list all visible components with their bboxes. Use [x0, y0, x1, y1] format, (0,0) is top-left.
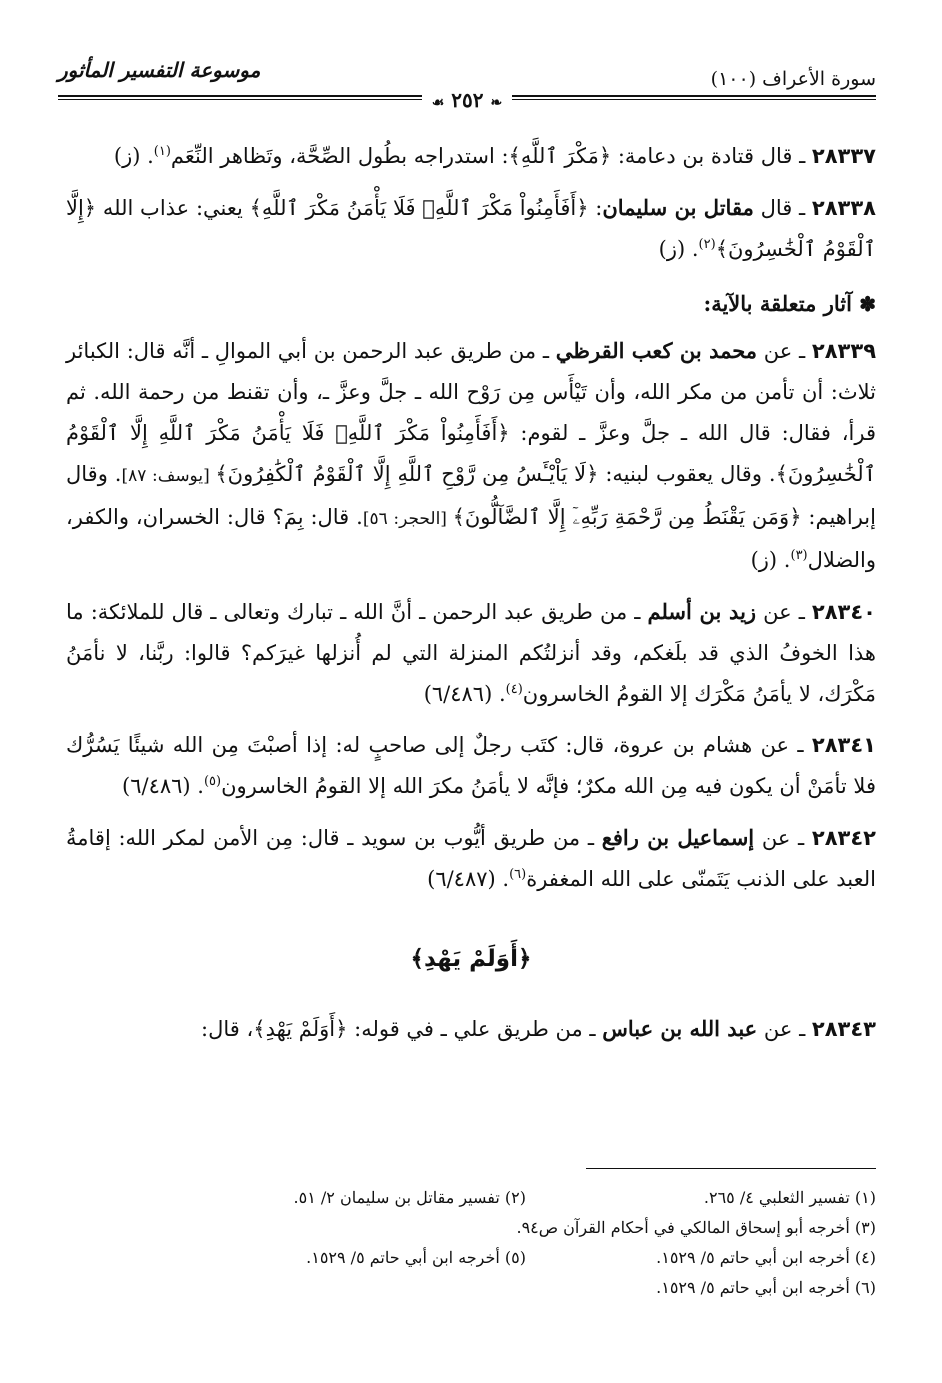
footnote-ref[interactable]: (٤)	[505, 682, 523, 697]
narration-28341: ٢٨٣٤١ ـ عن هشام بن عروة، قال: كتَب رجلٌ إلى صاحبٍ له: إذا أصبْتَ مِن الله شيئًا يَسُرُّك فلا تأمَنْ أن يكون فيه مِن الله مكرٌ؛ فإنَّه لا يأمَنُ مكرَ الله إلا القومُ الخاسرون$^{(٥)}$. (٦/٤٨٦)	[66, 733, 876, 798]
narrator-name: إسماعيل بن رافع	[601, 825, 755, 850]
narration-number: ٢٨٣٣٩	[811, 339, 877, 363]
footnote: (٣) أخرجه أبو إسحاق المالكي في أحكام القرآن ص٩٤.	[516, 1218, 876, 1237]
footnote: (٦) أخرجه ابن أبي حاتم ٥/ ١٥٢٩.	[656, 1278, 876, 1297]
quran-quote: ﴿وَمَن يَقْنَطُ مِن رَّحْمَةِ رَبِّهِۦٓ إِلَّا ٱلضَّآلُّونَ﴾	[452, 505, 802, 529]
quran-quote: ﴿أَفَأَمِنُواْ مَكْرَ ٱللَّهِۚ فَلَا يَأْمَنُ مَكْرَ ٱللَّهِ﴾	[249, 196, 589, 220]
narration-number: ٢٨٣٤٣	[811, 1017, 876, 1041]
page-body	[66, 136, 876, 1060]
verse-reference: [يوسف: ٨٧]	[121, 466, 216, 486]
narrator-name: محمد بن كعب القرظي	[555, 338, 758, 363]
narration-28343: ٢٨٣٤٣ ـ عن عبد الله بن عباس ـ من طريق علي ـ في قوله: ﴿أَوَلَمْ يَهْدِ﴾، قال:	[201, 1016, 876, 1041]
surah-title: سورة الأعراف (١٠٠)	[710, 68, 876, 90]
footnote: (٢) تفسير مقاتل بن سليمان ٢/ ٥١.	[293, 1188, 526, 1207]
quran-quote: ﴿إِلَّا ٱلْقَوْمُ ٱلْخَٰسِرُونَ﴾	[66, 196, 876, 261]
quran-quote: ﴿أَوَلَمْ يَهْدِ﴾	[253, 1017, 348, 1041]
narration-number: ٢٨٣٤٠	[811, 600, 876, 624]
narration-28338: ٢٨٣٣٨ ـ قال مقاتل بن سليمان: ﴿أَفَأَمِنُواْ مَكْرَ ٱللَّهِۚ فَلَا يَأْمَنُ مَكْرَ ٱللَّهِ﴾ يعني: عذاب الله ﴿إِلَّا ٱلْقَوْمُ ٱلْخَٰسِرُونَ﴾$^{(٢)}$. (ز)	[66, 195, 876, 261]
narration-number: ٢٨٣٣٨	[811, 196, 876, 220]
narration-number: ٢٨٣٤١	[811, 733, 876, 757]
narrator-name: زيد بن أسلم	[647, 599, 757, 624]
footnote-row	[66, 1213, 876, 1243]
footnote-ref[interactable]: (١)	[153, 144, 171, 159]
narration-number: ٢٨٣٣٧	[811, 144, 876, 168]
verse-heading: ﴿أَوَلَمْ يَهْدِ﴾	[410, 946, 532, 972]
narration-28342: ٢٨٣٤٢ ـ عن إسماعيل بن رافع ـ من طريق أيُّوب بن سويد ـ قال: مِن الأمن لمكر الله: إقامةُ العبد على الذنب يَتَمنّى على الله المغفرة$^{(٦)}$. (٦/٤٨٧)	[66, 825, 876, 891]
quran-quote: ﴿أَفَأَمِنُواْ مَكْرَ ٱللَّهِۚ فَلَا يَأْمَنُ مَكْرَ ٱللَّهِ إِلَّا ٱلْقَوْمُ ٱلْخَٰسِرُونَ﴾	[66, 421, 877, 486]
footnote: (٥) أخرجه ابن أبي حاتم ٥/ ١٥٢٩.	[306, 1248, 526, 1267]
footnote: (٤) أخرجه ابن أبي حاتم ٥/ ١٥٢٩.	[656, 1248, 876, 1267]
footnote-ref[interactable]: (٥)	[203, 774, 222, 789]
narration-28337: ٢٨٣٣٧ ـ قال قتادة بن دعامة: ﴿مَكْرَ ٱللَّهِ﴾: استدراجه بطُول الصِّحَّة، وتَظاهر النِّعَم$^{(١)}$. (ز)	[113, 144, 876, 168]
footnote-separator	[586, 1168, 876, 1169]
footnote-ref[interactable]: (٢)	[698, 237, 716, 252]
page-number: ❧ ٢٥٢ ☙	[422, 88, 512, 112]
star-ornament-icon: ✽	[859, 292, 876, 316]
book-title: موسوعة التفسير المأثور	[58, 58, 261, 82]
footnote-ref[interactable]: (٣)	[790, 548, 808, 563]
quran-quote: ﴿مَكْرَ ٱللَّهِ﴾	[508, 144, 612, 168]
narration-28339: ٢٨٣٣٩ ـ عن محمد بن كعب القرظي ـ من طريق عبد الرحمن بن أبي الموالِ ـ أنَّه قال: الكبائر ثلاث: أن تأمن من مكر الله، وأن تَيْأَس مِن رَوْح الله ـ جلَّ وعزَّ ـ، وأن تقنط من رحمة الله. ثم قرأ، فقال: قال الله ـ جلَّ وعزَّ ـ لقوم: ﴿أَفَأَمِنُواْ مَكْرَ ٱللَّهِۚ فَلَا يَأْمَنُ مَكْرَ ٱللَّهِ إِلَّا ٱلْقَوْمُ ٱلْخَٰسِرُونَ﴾. وقال يعقوب لبنيه: ﴿لَا يَاْيْـَٔسُ مِن رَّوْحِ ٱللَّهِ إِلَّا ٱلْقَوْمُ ٱلْكَٰفِرُونَ﴾ [يوسف: ٨٧]. وقال إبراهيم: ﴿وَمَن يَقْنَطُ مِن رَّحْمَةِ رَبِّهِۦٓ إِلَّا ٱلضَّآلُّونَ﴾ [الحجر: ٥٦]. قال: بِمَ؟ قال: الخسران، والكفر، والضلال$^{(٣)}$. (ز)	[66, 338, 877, 572]
verse-reference: [الحجر: ٥٦]	[362, 509, 453, 529]
section-heading: ✽ آثار متعلقة بالآية:	[703, 291, 876, 316]
footnote: (١) تفسير الثعلبي ٤/ ٢٦٥.	[703, 1188, 876, 1207]
footnote-ref[interactable]: (٦)	[509, 867, 527, 882]
footnotes	[66, 1168, 876, 1303]
footnote-row	[66, 1243, 876, 1273]
narration-28340: ٢٨٣٤٠ ـ عن زيد بن أسلم ـ من طريق عبد الرحمن ـ أنَّ الله ـ تبارك وتعالى ـ قال للملائكة: ما هذا الخوفُ الذي قد بلَغكم، وقد أنزلتُكم المنزلة التي لم أُنزلها غيرَكم؟ قالوا: ربَّنا، لا نأمَنُ مَكْرَك، لا يأمَنُ مَكْرَك إلا القومُ الخاسرون$^{(٤)}$. (٦/٤٨٦)	[66, 599, 876, 706]
quran-quote: ﴿لَا يَاْيْـَٔسُ مِن رَّوْحِ ٱللَّهِ إِلَّا ٱلْقَوْمُ ٱلْكَٰفِرُونَ﴾	[215, 462, 599, 486]
narrator-name: عبد الله بن عباس	[602, 1016, 758, 1041]
narrator-name: مقاتل بن سليمان	[602, 195, 754, 220]
footnote-row	[66, 1273, 876, 1303]
running-header	[58, 50, 876, 112]
footnote-row	[66, 1183, 876, 1213]
narration-number: ٢٨٣٤٢	[811, 826, 876, 850]
